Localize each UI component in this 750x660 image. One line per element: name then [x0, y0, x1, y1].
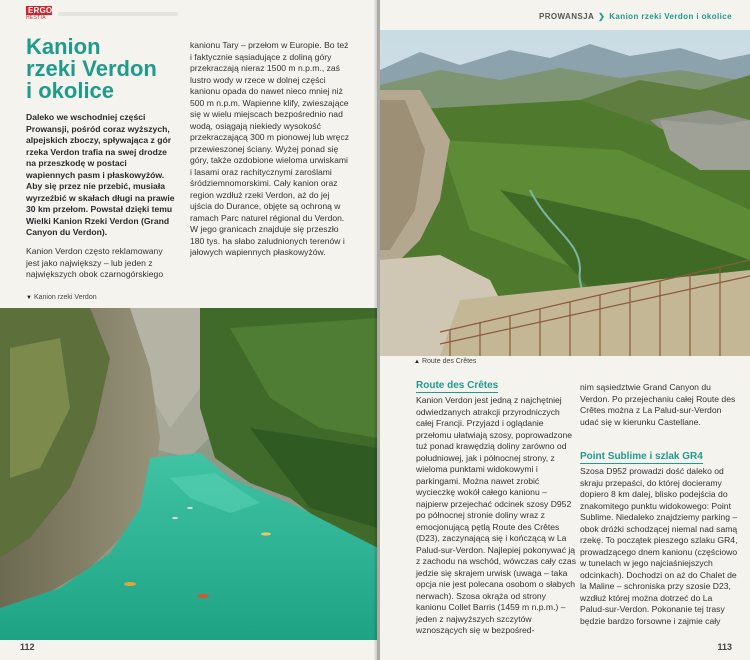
caption-arrow-up-icon: ▲	[414, 359, 420, 365]
caption-text-right: Route des Crêtes	[421, 358, 477, 365]
body-paragraph: Kanion Verdon często reklamowany jest jako największy – lub jeden z największych obok czarnogórskiego	[26, 246, 164, 279]
section-heading-point-sublime: Point Sublime i szlak GR4	[580, 451, 703, 462]
publisher-logo	[26, 6, 52, 21]
canyon-photo	[0, 308, 378, 640]
route-des-cretes-photo	[380, 30, 750, 356]
caption-text: Kanion rzeki Verdon	[33, 294, 97, 301]
title-line-3: i okolice	[26, 78, 115, 103]
page-number-left: 112	[20, 642, 35, 652]
running-head	[539, 12, 732, 21]
second-column-text: kanionu Tary – przełom w Europie. Bo też i faktycznie sąsiadujące z doliną góry przekraczają nieraz 1500 m n.p.m., zaś lustro wody w rzece w dolnej części kanionu opada do nawet nieco mniej niż 500 m n.p.m. Wapienne klify, zwieszające się w wielu miejscach bezpośrednio nad wodą, osiągają niekiedy wysokość przekraczającą 300 m pionowej lub wręcz przewieszonej ściany. Wyżej ponad się góry, także ozdobione wieloma urwiskami i lasami oraz rachitycznymi zaroślami śródziemnomorskimi. Cały kanion oraz region wzdłuż rzeki Verdon, aż do jej ujścia do Durance, objęte są ochroną w ramach Parc naturel régional du Verdon. W jego granicach znajduje się przeszło 180 tys. ha słabo zaludnionych terenów i jałowych wapiennych płaskowyżów.	[190, 40, 350, 257]
page-number-right: 113	[717, 642, 732, 652]
title-line-1: Kanion	[26, 34, 101, 59]
running-head-section: Kanion rzeki Verdon i okolice	[609, 12, 732, 21]
continued-text: nim sąsiedztwie Grand Canyon du Verdon. Po przejechaniu całej Route des Crêtes można z La Palud-sur-Verdon udać się w kierunku Castellane.	[580, 382, 736, 427]
chapter-title	[26, 36, 176, 102]
faint-running-head	[58, 12, 178, 16]
chevron-right-icon: ❯	[598, 12, 606, 21]
logo-ergo: ERGO	[28, 6, 53, 15]
right-page	[380, 0, 750, 660]
section-heading-route-des-cretes: Route des Crêtes	[416, 380, 499, 391]
caption-arrow-icon: ▼	[26, 295, 32, 301]
photo-caption	[26, 294, 97, 301]
photo-caption-right	[414, 358, 476, 365]
title-line-2: rzeki Verdon	[26, 56, 157, 81]
section-text-point-sublime: Szosa D952 prowadzi dość daleko od skraju przepaści, do której docieramy dopiero 8 km dalej, blisko podejścia do znakomitego punktu widokowego: Point Sublime. Niedaleko znajdziemy parking – obok dróżki schodzącej niemal nad samą rzekę. To początek pieszego szlaku GR4, prowadzącego dnem kanionu (częściowo w tunelach w jego najciaśniejszych odcinkach). Dochodzi on aż do Chalet de la Maline – schroniska przy szosie D23, wzdłuż której można dotrzeć do La Palud-sur-Verdon. Pokonanie tej trasy będzie bardzo forsowne i zajmie cały	[580, 466, 738, 626]
running-head-region: PROWANSJA	[538, 12, 595, 21]
section-text-route-des-cretes: Kanion Verdon jest jedną z najchętniej odwiedzanych atrakcji przyrodniczych całej Francji. Przyjazd i oglądanie przełomu ułatwiają szosy, poprowadzone tuż ponad krawędzią doliny zarówno od południowej, jak i północnej strony, z wieloma punktami widokowymi i parkingami. Można nawet zrobić wycieczkę wokół całego kanionu – najpierw przejechać odcinek szosy D952 po północnej stronie doliny wraz z emocjonującą pętlą Route des Crêtes (D23), zaczynającą się i kończącą w La Palud-sur-Verdon. Najlepiej pokonywać ją z zachodu na wschód, wówczas cały czas jedzie się skrajem urwisk (uwaga – taka opcja nie jest polecana osobom o słabych nerwach). Szosa okrąża od strony kanionu Collet Barris (1459 m n.p.m.) – jeden z najwyższych szczytów wznoszących się w bezpośred-	[416, 395, 577, 635]
logo-hestia: HESTIA	[26, 15, 46, 21]
lead-paragraph: Daleko we wschodniej części Prowansji, pośród coraz wyższych, alpejskich zboczy, spływająca z gór rzeka Verdon trafia na swej drodze na przeszkodę w postaci wapiennych pasm i płaskowyżów. Aby się przez nie przebić, musiała wyrzeźbić w skałach długi na prawie 30 km przełom. Powstał dzięki temu Wielki Kanion Rzeki Verdon (Grand Canyon du Verdon).	[26, 112, 175, 237]
